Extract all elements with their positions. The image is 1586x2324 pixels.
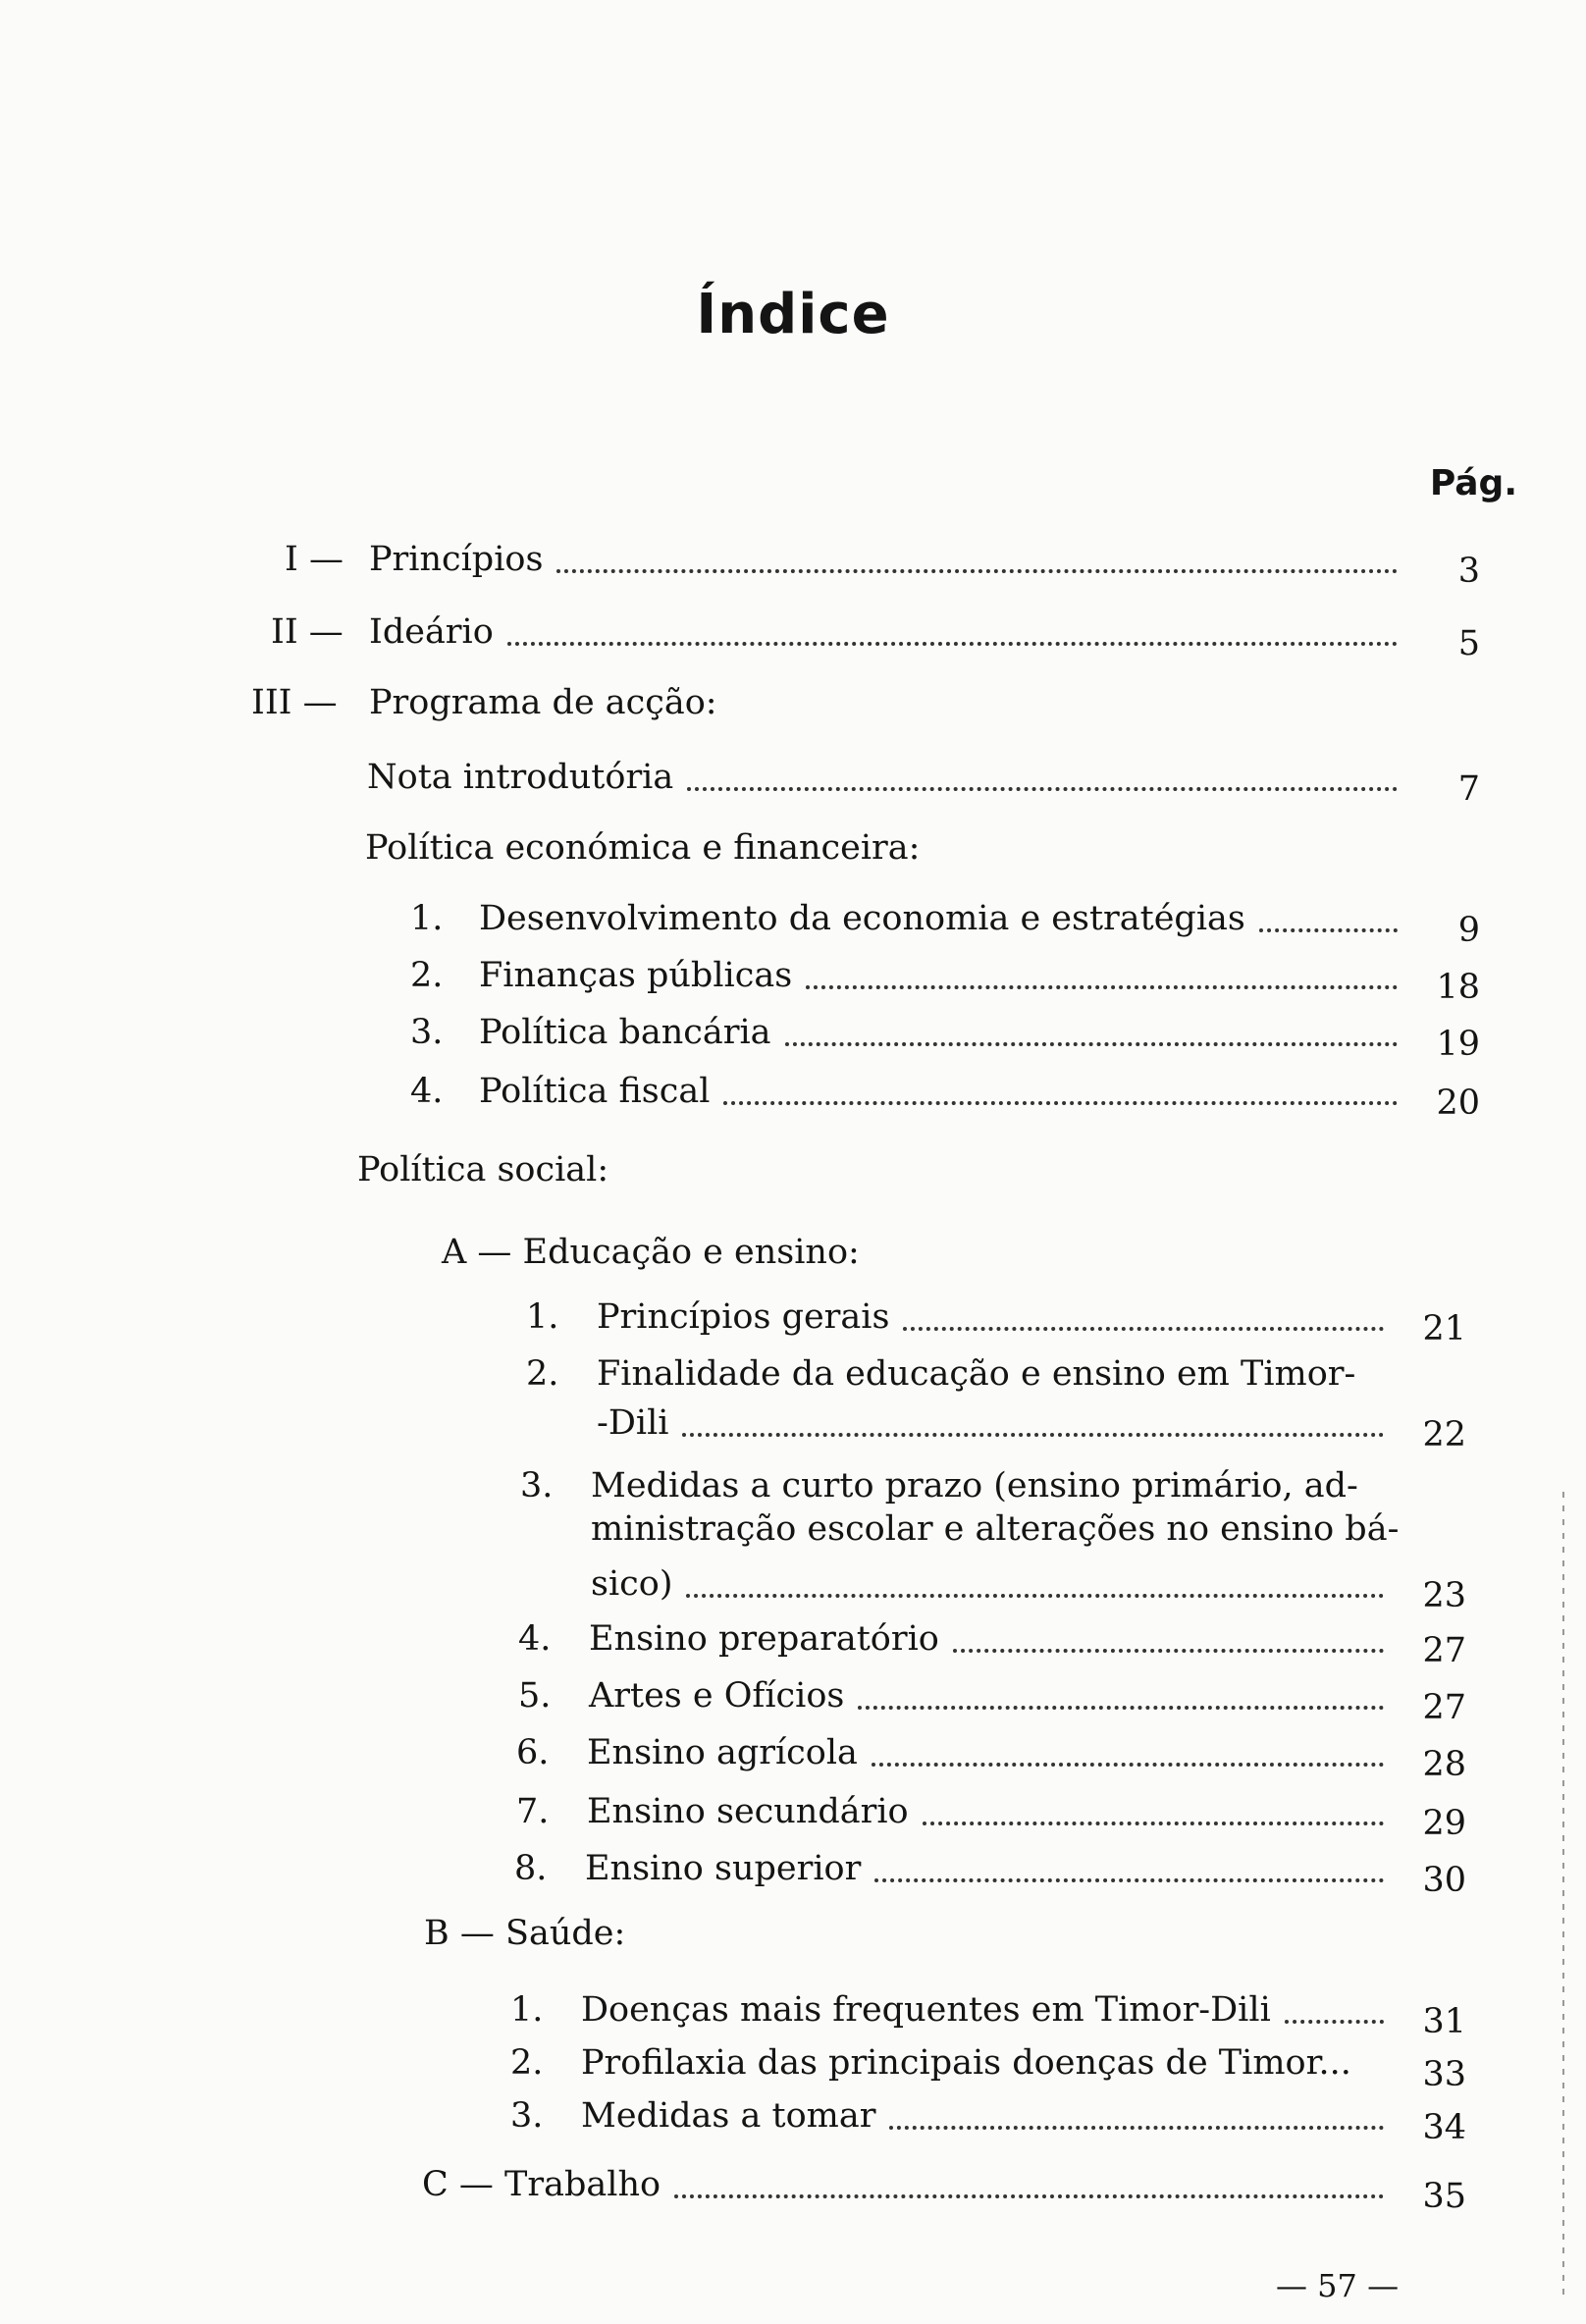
entry-label: B — Saúde: [424,1914,626,1953]
toc-entry-ensino-preparatorio[interactable] [518,1610,1466,1670]
toc-entry-fiscal[interactable] [410,1062,1480,1123]
entry-page: 27 [1422,1688,1466,1727]
entry-label-continuation: ministração escolar e alterações no ensino bá- [591,1509,1400,1549]
toc-entry-finalidade[interactable] [526,1345,1355,1396]
entry-label: Finanças públicas [479,956,793,995]
dot-leader [858,1706,1384,1710]
entry-label: Finalidade da educação e ensino em Timor- [597,1354,1356,1394]
entry-page: 5 [1457,624,1480,663]
toc-entry-medidas-cont[interactable] [591,1555,1466,1615]
toc-heading-saude[interactable] [424,1904,625,1955]
toc-heading-programa[interactable] [251,673,717,724]
toc-entry-finalidade-cont[interactable] [597,1394,1466,1454]
entry-label: Programa de acção: [369,683,717,722]
entry-page: 34 [1422,2108,1466,2147]
toc-entry-bancaria[interactable] [410,1003,1480,1064]
entry-number: 3. [510,2096,544,2136]
entry-page: 33 [1422,2055,1466,2094]
entry-page: 35 [1422,2177,1466,2216]
dot-leader [682,1433,1384,1437]
entry-label: Ensino agrícola [587,1733,858,1772]
dot-leader [507,642,1398,646]
entry-page: 19 [1436,1025,1480,1064]
entry-number: 2. [526,1354,559,1394]
dot-leader [723,1101,1398,1105]
entry-label: Ensino secundário [587,1792,909,1831]
dot-leader [806,985,1398,989]
toc-entry-doencas-frequentes[interactable] [510,1981,1466,2041]
entry-number: 4. [410,1072,444,1111]
entry-number: 6. [516,1733,550,1772]
scan-edge-mark [1562,1492,1564,2297]
entry-label: Política bancária [479,1013,771,1052]
entry-label: Doenças mais frequentes em Timor-Dili [581,1990,1271,2030]
dot-leader [903,1327,1384,1331]
toc-entry-trabalho[interactable] [422,2155,1466,2216]
entry-label: Política social: [357,1150,609,1189]
entry-number: I — [285,540,344,579]
dot-leader [674,2194,1384,2198]
toc-entry-profilaxia[interactable] [510,2034,1466,2094]
toc-entry-desenvolvimento[interactable] [410,889,1480,950]
entry-page: 20 [1436,1083,1480,1123]
toc-entry-principios-gerais[interactable] [526,1288,1466,1348]
entry-label: Profilaxia das principais doenças de Timor... [581,2043,1351,2083]
entry-number: 3. [410,1013,444,1052]
entry-label: Política fiscal [479,1072,711,1111]
entry-label: Medidas a curto prazo (ensino primário, ad- [591,1466,1358,1505]
entry-label: Política económica e financeira: [365,828,921,868]
dot-leader [686,1594,1384,1598]
entry-label: Ensino preparatório [589,1619,939,1659]
toc-entry-principios[interactable] [285,530,1480,591]
toc-entry-nota-introdutoria[interactable] [367,748,1480,809]
entry-number: III — [251,683,338,722]
dot-leader [785,1042,1398,1046]
toc-entry-ensino-secundario[interactable] [516,1782,1466,1843]
entry-page: 22 [1422,1415,1466,1454]
entry-number: 3. [520,1466,554,1505]
entry-number: 8. [514,1849,548,1888]
entry-number: 4. [518,1619,552,1659]
entry-label: Artes e Ofícios [589,1676,845,1716]
entry-page: 21 [1422,1309,1466,1348]
entry-label: Nota introdutória [367,758,674,797]
entry-page: 3 [1457,552,1480,591]
dot-leader [1259,928,1398,932]
entry-number: 1. [526,1297,559,1337]
page-title: Índice [696,283,890,346]
toc-heading-educacao[interactable] [442,1223,860,1274]
entry-page: 29 [1422,1804,1466,1843]
toc-entry-ensino-superior[interactable] [514,1839,1466,1900]
dot-leader [1285,2020,1384,2024]
dot-leader [953,1649,1384,1653]
dot-leader [923,1822,1384,1825]
page-column-header: Pág. [1429,463,1517,503]
toc-entry-financas[interactable] [410,946,1480,1007]
entry-label: C — Trabalho [422,2165,661,2204]
entry-label: Ensino superior [585,1849,862,1888]
entry-label: A — Educação e ensino: [442,1233,860,1272]
toc-heading-politica-social[interactable] [357,1140,608,1191]
entry-label: Desenvolvimento da economia e estratégias [479,899,1245,938]
entry-page: 31 [1422,2002,1466,2041]
toc-entry-medidas-curto-prazo[interactable] [520,1456,1358,1507]
entry-label: Princípios gerais [597,1297,890,1337]
entry-page: 9 [1457,911,1480,950]
toc-heading-politica-economica[interactable] [365,819,920,870]
dot-leader [687,787,1398,791]
dot-leader [889,2126,1384,2130]
toc-entry-ensino-agricola[interactable] [516,1723,1466,1784]
entry-number: 1. [510,1990,544,2030]
entry-page: 27 [1422,1631,1466,1670]
entry-number: 2. [410,956,444,995]
entry-number: 2. [510,2043,544,2083]
entry-number: 1. [410,899,444,938]
entry-label: Princípios [369,540,544,579]
dot-leader [556,569,1398,573]
entry-page: 18 [1436,968,1480,1007]
entry-label-continuation: sico) [591,1564,673,1604]
entry-page: 28 [1422,1745,1466,1784]
toc-entry-artes-oficios[interactable] [518,1666,1466,1727]
dot-leader [874,1878,1384,1882]
entry-page: 7 [1457,769,1480,809]
toc-entry-ideario[interactable] [271,603,1480,663]
entry-number: II — [271,612,344,652]
entry-page: 30 [1422,1861,1466,1900]
entry-page: 23 [1422,1576,1466,1615]
page-number: — 57 — [1276,2267,1400,2304]
entry-number: 5. [518,1676,552,1716]
entry-label: Ideário [369,612,494,652]
dot-leader [872,1763,1384,1767]
entry-label-continuation: -Dili [597,1403,669,1443]
entry-label: Medidas a tomar [581,2096,876,2136]
entry-number: 7. [516,1792,550,1831]
toc-entry-medidas-a-tomar[interactable] [510,2086,1466,2147]
